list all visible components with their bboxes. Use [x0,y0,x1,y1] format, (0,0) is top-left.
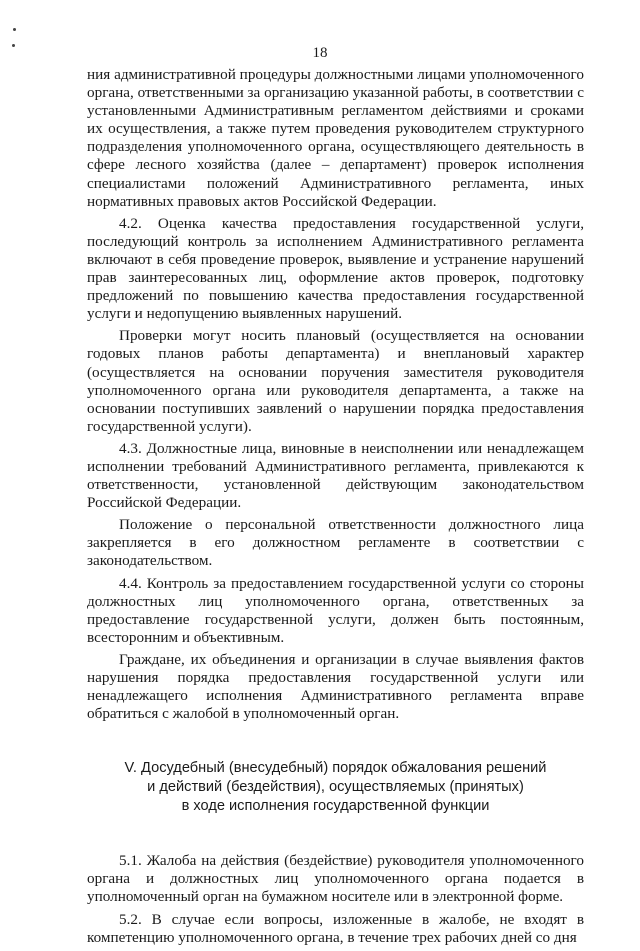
paragraph-4-3: 4.3. Должностные лица, виновные в неисполнении или ненадлежащем исполнении требований Административного регламента, привлекаются к ответственности, установленной действующим законодательством Российской Федерации. [87,439,584,512]
page-number: 18 [312,45,328,61]
paragraph-5-2: 5.2. В случае если вопросы, изложенные в жалобе, не входят в компетенцию уполномоченного органа, в течение трех рабочих дней со дня [87,910,584,946]
section-heading-line: в ходе исполнения государственной функции [181,798,490,815]
paragraph-5-1: 5.1. Жалоба на действия (бездействие) руководителя уполномоченного органа и должностных лиц уполномоченного органа подается в уполномоченный орган на бумажном носителе или в электронной форме. [87,852,584,906]
section-heading [87,759,584,816]
scan-speck [13,28,16,31]
paragraph-checks: Проверки могут носить плановый (осуществляется на основании годовых планов работы департамента) и внеплановый характер (осуществляется на основании поручения заместителя руководителя уполномоченного органа или руководителя департамента, а также на основании поступивших заявлений о нарушении порядка предоставления государственной услуги). [87,327,584,435]
paragraph-4-4: 4.4. Контроль за предоставлением государственной услуги со стороны должностных лиц уполномоченного органа, ответственных за предоставление государственной услуги, должен быть постоянным, всесторонним и объективным. [87,574,584,646]
section-heading-line: и действий (бездействия), осуществляемых (принятых) [147,779,524,796]
paragraph-4-2: 4.2. Оценка качества предоставления государственной услуги, последующий контроль за исполнением Административного регламента включают в себя проведение проверок, выявление и устранение нарушений прав заинтересованных лиц, оформление актов проверок, подготовку предложений по повышению качества предоставления государственной услуги и недопущению выявленных нарушений. [87,214,584,323]
document-body [87,66,584,951]
section-heading-line: V. Досудебный (внесудебный) порядок обжалования решений [124,760,547,777]
paragraph-position: Положение о персональной ответственности должностного лица закрепляется в его должностном регламенте в соответствии с законодательством. [87,516,584,570]
paragraph-citizens: Граждане, их объединения и организации в случае выявления фактов нарушения порядка предоставления государственной услуги или ненадлежащего исполнения Административного регламента вправе обратиться с жалобой в уполномоченный орган. [87,650,584,723]
paragraph-continuation: ния административной процедуры должностными лицами уполномоченного органа, ответственными за организацию указанной работы, в соответствии с установленными Административным регламентом действиями и сроками их осуществления, а также путем проведения руководителем структурного подразделения уполномоченного органа, осуществляющего деятельность в сфере лесного хозяйства (далее – департамент) проверок исполнения специалистами положений Административного регламента, иных нормативных правовых актов Российской Федерации. [87,66,584,210]
